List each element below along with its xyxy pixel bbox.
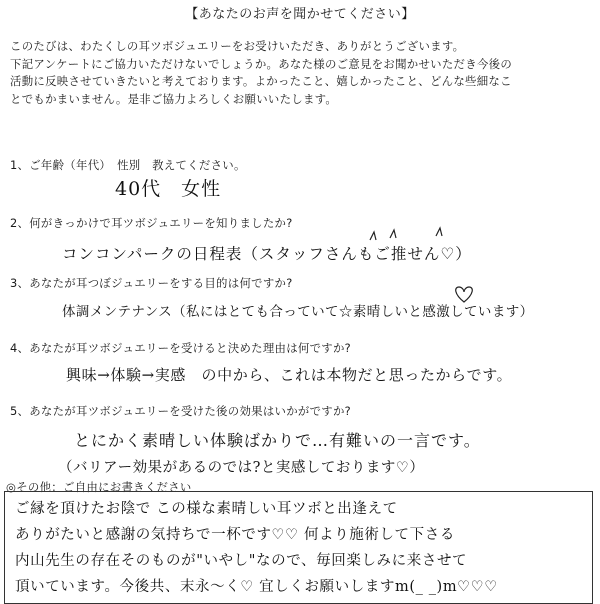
other-label: ◎その他：ご自由にお書きください: [6, 480, 192, 494]
sparkle-doodle-icon: [366, 226, 456, 248]
question-2-answer: コンコンパークの日程表（スタッフさんもご推せん♡）: [62, 245, 472, 263]
question-1-answer: 40代 女性: [115, 178, 222, 200]
other-comment-line: 内山先生の存在そのものが"いやし"なので、毎回楽しみに来させて: [15, 553, 468, 569]
form-title: 【あなたのお声を聞かせてください】: [185, 7, 415, 22]
intro-text: [10, 38, 595, 108]
heart-doodle-icon: [452, 284, 476, 304]
intro-line: 下記アンケートにご協力いただけないでしょうか。あなた様のご意見をお聞かせいただき今後の: [10, 56, 513, 71]
question-3-answer: 体調メンテナンス（私にはとても合っていて☆素晴しいと感激しています）: [62, 304, 534, 320]
other-comment-box: [4, 491, 593, 604]
question-2-label: 2、何がきっかけで耳ツボジュエリーを知りましたか?: [10, 216, 293, 230]
question-5-label: 5、あなたが耳ツボジュエリーを受けた後の効果はいかがですか?: [10, 404, 352, 418]
intro-line: とでもかまいません。是非ご協力よろしくお願いいたします。: [10, 91, 338, 106]
other-comment-line: 頂いています。今後共、末永〜く♡ 宜しくお願いしますm(_ _)m♡♡♡: [15, 579, 498, 595]
question-3-label: 3、あなたが耳つぼジュエリーをする目的は何ですか?: [10, 276, 293, 290]
other-comment-line: ご縁を頂けたお陰で この様な素晴しい耳ツボと出逢えて: [15, 501, 398, 517]
question-1-label: 1、ご年齢（年代） 性別 教えてください。: [10, 158, 246, 172]
intro-line: 活動に反映させていきたいと考えております。よかったこと、嬉しかったこと、どんな些細なこ: [10, 74, 512, 88]
intro-line: このたびは、わたくしの耳ツボジュエリーをお受けいただき、ありがとうございます。: [10, 39, 465, 53]
question-5-answer-line-2: （バリアー効果があるのでは?と実感しております♡）: [58, 460, 425, 476]
question-5-answer: とにかく素晴しい体験ばかりで…有難いの一言です。: [74, 431, 481, 450]
question-4-answer: 興味→体験→実感 の中から、これは本物だと思ったからです。: [66, 366, 513, 384]
question-4-label: 4、あなたが耳ツボジュエリーを受けると決めた理由は何ですか?: [10, 341, 352, 355]
other-comment-line: ありがたいと感謝の気持ちで一杯です♡♡ 何より施術して下さる: [15, 527, 455, 543]
